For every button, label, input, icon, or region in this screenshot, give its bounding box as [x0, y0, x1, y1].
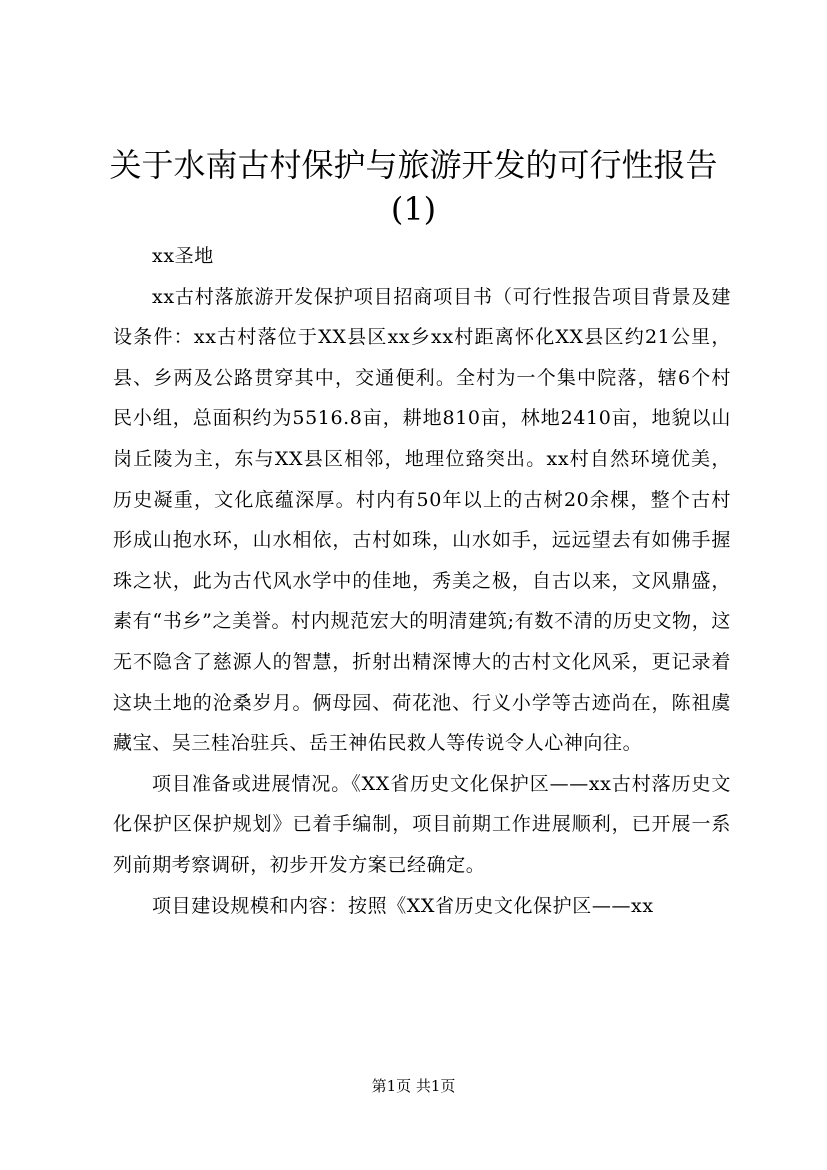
paragraph: 项目建设规模和内容：按照《XX省历史文化保护区——xx	[152, 894, 654, 917]
document-body	[113, 236, 731, 926]
paragraph: 项目准备或进展情况。《XX省历史文化保护区——xx古村落历史文化保护区保护规划》已着手编制，项目前期工作进展顺利，已开展一系列前期考察调研，初步开发方案已经确定。	[113, 772, 731, 876]
paragraph: xx古村落旅游开发保护项目招商项目书（可行性报告项目背景及建设条件：xx古村落位于XX县区xx乡xx村距离怀化XX县区约21公里，县、乡两及公路贯穿其中，交通便利。全村为一个集中院落，辖6个村民小组，总面积约为5516.8亩，耕地810亩，林地2410亩，地貌以山岗丘陵为主，东与XX县区相邻，地理位臵突出。xx村自然环境优美，历史凝重，文化底蕴深厚。村内有50年以上的古树20余棵，整个古村形成山抱水环，山水相依，古村如珠，山水如手，远远望去有如佛手握珠之状，此为古代风水学中的佳地，秀美之极，自古以来，文风鼎盛，素有“书乡”之美誉。村内规范宏大的明清建筑;有数不清的历史文物，这无不隐含了慈源人的智慧，折射出精深博大的古村文化风采，更记录着这块土地的沧桑岁月。俩母园、荷花池、行义小学等古迹尚在，陈祖虞藏宝、吴三桂冶驻兵、岳王神佑民救人等传说令人心神向往。	[113, 285, 731, 755]
page-footer: 第1页 共1页	[371, 1077, 456, 1095]
document-title: 关于水南古村保护与旅游开发的可行性报告(1)	[109, 146, 718, 228]
paragraph: xx圣地	[152, 245, 214, 267]
